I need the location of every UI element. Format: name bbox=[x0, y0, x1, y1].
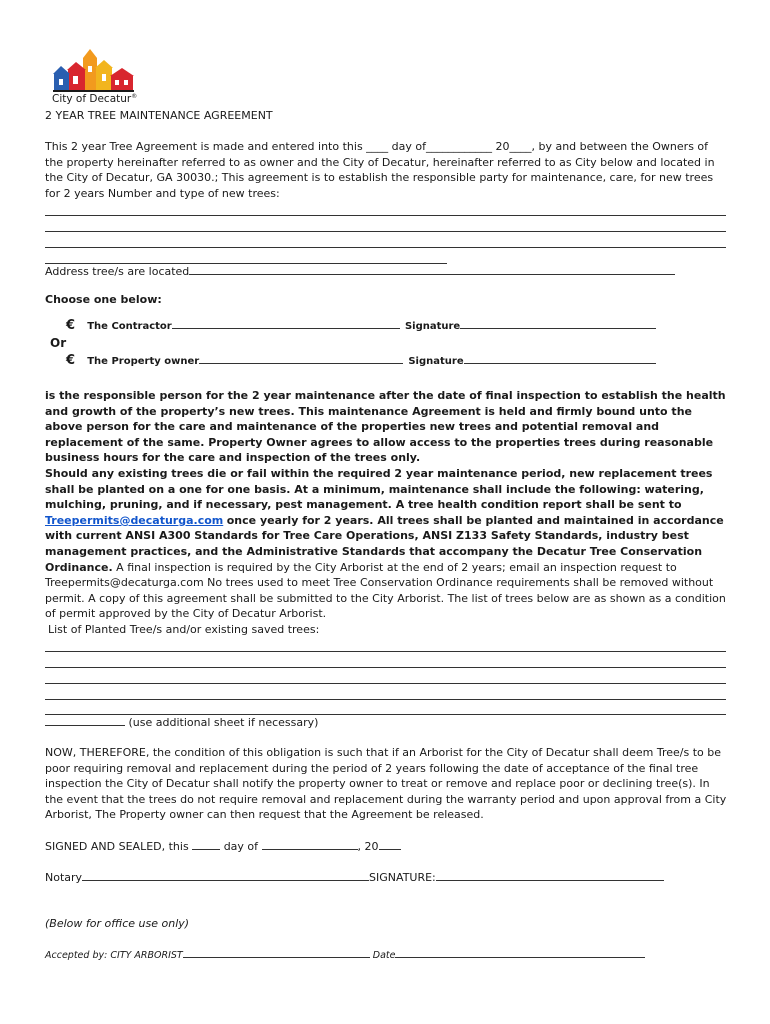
treepermits-email-link[interactable]: Treepermits@decaturga.com bbox=[45, 513, 224, 527]
trees-blank-line-1[interactable] bbox=[45, 215, 726, 216]
tree-list-line-3[interactable] bbox=[45, 683, 726, 684]
responsibility-paragraph: is the responsible person for the 2 year maintenance after the date of final inspection to establish the health and growth of the property’s new trees. This maintenance Agreement is held and firmly bound unto the above person for the care and maintenance of the properties new trees and potential removal and replacement of the same. Property Owner agrees to allow access to the properties trees during reasonable business hours for the care and inspection of the trees only. bbox=[45, 389, 726, 465]
notary-signature-label: SIGNATURE: bbox=[369, 871, 436, 884]
notary-field[interactable] bbox=[82, 870, 369, 881]
city-logo bbox=[50, 46, 140, 108]
owner-signature-label: Signature bbox=[408, 356, 464, 367]
tree-list-line-1[interactable] bbox=[45, 651, 726, 652]
page-title: 2 YEAR TREE MAINTENANCE AGREEMENT bbox=[45, 109, 273, 122]
signed-sealed-label: SIGNED AND SEALED, this bbox=[45, 840, 189, 853]
signed-month-field[interactable] bbox=[262, 839, 358, 850]
logo-caption: City of Decatur bbox=[52, 93, 132, 105]
address-label: Address tree/s are located bbox=[45, 265, 190, 278]
signed-day-of-label: day of bbox=[223, 840, 259, 853]
office-use-label: (Below for office use only) bbox=[45, 917, 190, 930]
tree-list-line-4[interactable] bbox=[45, 699, 726, 700]
signed-year-label: , 20 bbox=[357, 840, 379, 853]
owner-name-field[interactable] bbox=[199, 353, 403, 364]
now-therefore-paragraph: NOW, THEREFORE, the condition of this obligation is such that if an Arborist for the City of Decatur shall deem Tree/s to be poor requiring removal and replacement during the period of 2 years following the date of acceptance of the final tree inspection the City of Decatur shall notify the property owner to treat or remove and replace poor or declining tree(s). In the event that the trees do not require removal and replacement during the warranty period and upon approval from a City Arborist, The Property owner can then request that the Agreement be released. bbox=[45, 746, 727, 822]
owner-checkbox[interactable]: € bbox=[66, 353, 76, 368]
intro-paragraph: This 2 year Tree Agreement is made and entered into this ____ day of____________ 20____, by and between the Owners of the property hereinafter referred to as owner and the City of Decatur, hereinafter referred to as City below and located in the City of Decatur, GA 30030.; This agreement is to establish the responsible party for maintenance, care, for new trees for 2 years Number and type of new trees: bbox=[45, 140, 715, 200]
notary-label: Notary bbox=[45, 871, 83, 884]
additional-sheet-note: (use additional sheet if necessary) bbox=[128, 716, 319, 729]
signed-year-field[interactable] bbox=[379, 839, 401, 850]
accepted-by-label: Accepted by: CITY ARBORIST bbox=[45, 950, 183, 961]
or-label: Or bbox=[50, 336, 67, 350]
address-field[interactable] bbox=[189, 264, 675, 275]
replacement-text-1: Should any existing trees die or fail within the required 2 year maintenance period, new replacement trees shall be planted on a one for one basis. At a minimum, maintenance shall include the following: watering, mulching, pruning, and if necessary, pest management. A tree health condition report shall be sent to bbox=[45, 467, 713, 512]
replacement-text-3: A final inspection is required by the City Arborist at the end of 2 years; email an inspection request to Treepermits@decaturga.com No trees used to meet Tree Conservation Ordinance requirements shall be removed without permit. A copy of this agreement shall be submitted to the City Arborist. The list of trees below are as shown as a condition of permit approved by the City of Decatur Arborist. bbox=[45, 560, 726, 621]
date-label: Date bbox=[372, 950, 396, 961]
contractor-signature-field[interactable] bbox=[460, 318, 656, 329]
contractor-label: The Contractor bbox=[87, 321, 172, 332]
date-field[interactable] bbox=[395, 948, 645, 958]
choose-label: Choose one below: bbox=[45, 293, 162, 306]
trees-blank-line-2[interactable] bbox=[45, 231, 726, 232]
tree-list-line-6[interactable] bbox=[45, 715, 125, 726]
replacement-text-2: once yearly for 2 years. All trees shall be planted and maintained in accordance with current ANSI A300 Standards for Tree Care Operations, ANSI Z133 Safety Standards, industry best management practices, and the Administrative Standards that accompany the Decatur Tree Conservation Ordinance. bbox=[45, 513, 724, 574]
trees-blank-line-3[interactable] bbox=[45, 247, 726, 248]
city-skyline-icon bbox=[50, 46, 140, 96]
contractor-signature-label: Signature bbox=[404, 321, 461, 332]
contractor-name-field[interactable] bbox=[172, 318, 400, 329]
notary-signature-field[interactable] bbox=[436, 870, 664, 881]
logo-registered-mark: ® bbox=[131, 93, 138, 100]
tree-list-line-2[interactable] bbox=[45, 667, 726, 668]
tree-list-label: List of Planted Tree/s and/or existing saved trees: bbox=[48, 623, 320, 636]
contractor-checkbox[interactable]: € bbox=[66, 318, 76, 333]
arborist-signature-field[interactable] bbox=[183, 948, 370, 958]
owner-signature-field[interactable] bbox=[464, 353, 656, 364]
owner-label: The Property owner bbox=[87, 356, 200, 367]
replacement-paragraph bbox=[45, 466, 727, 622]
signed-day-field[interactable] bbox=[192, 839, 220, 850]
